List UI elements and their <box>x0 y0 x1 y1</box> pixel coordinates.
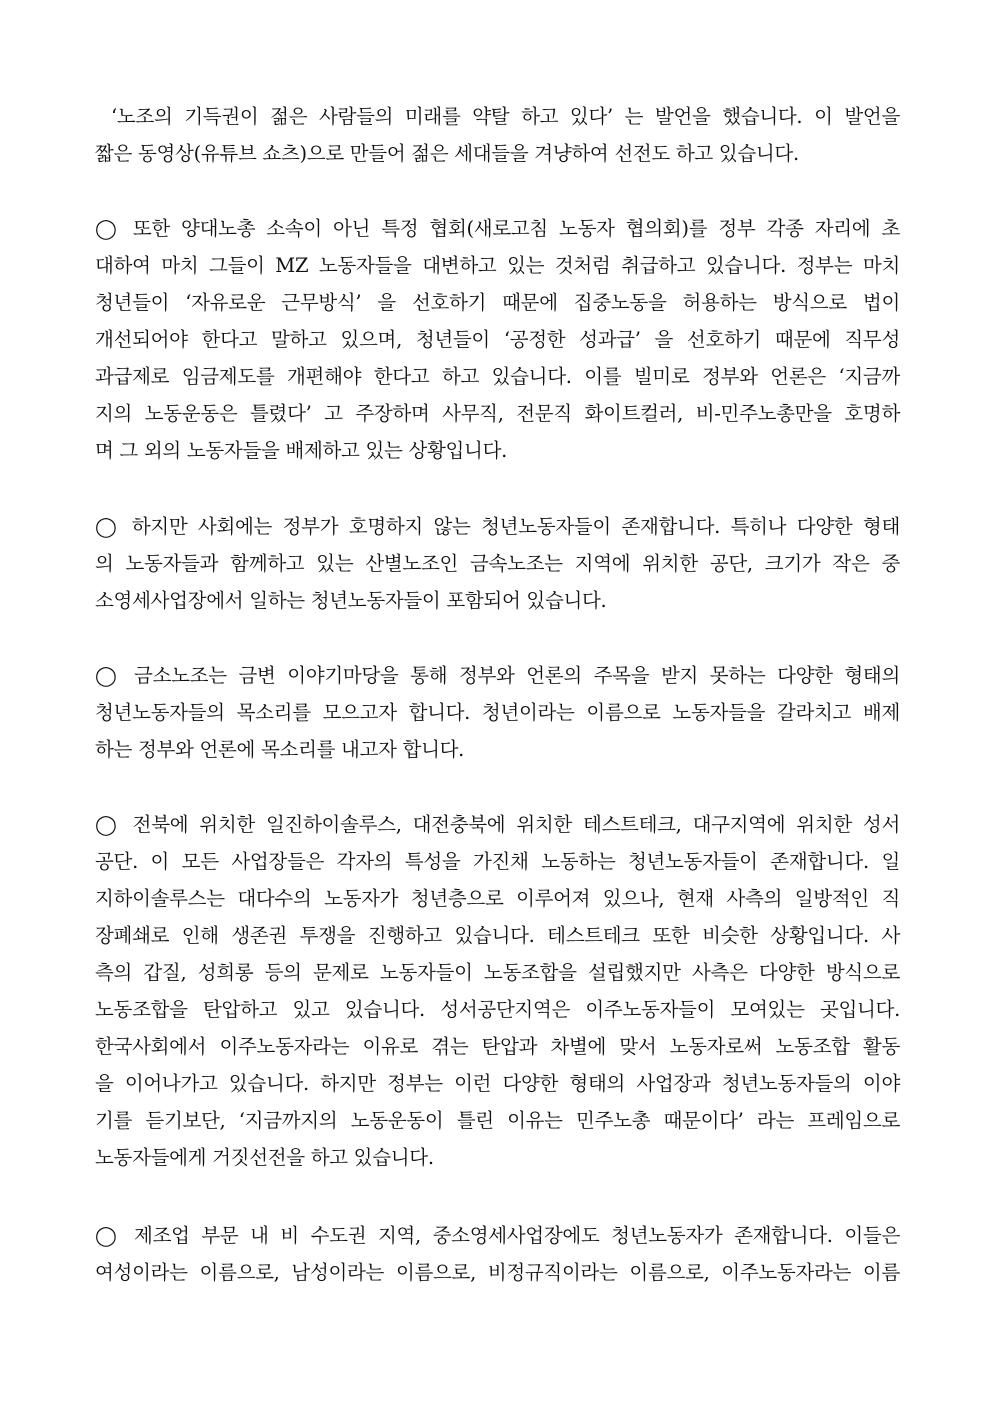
text-line: 지의 노동운동은 틀렸다’ 고 주장하며 사무직, 전문직 화이트컬러, 비-민주노총만을 호명하 <box>95 402 900 425</box>
paragraph-unnamed-youth-workers <box>95 508 900 619</box>
paragraph-intro <box>95 98 900 172</box>
text-line: 장폐쇄로 인해 생존권 투쟁을 진행하고 있습니다. 테스트테크 또한 비슷한 상황입니다. 사 <box>95 924 900 947</box>
text-line: 기를 듣기보단, ‘지금까지의 노동운동이 틀린 이유는 민주노총 때문이다’ 라는 프레임으로 <box>95 1109 900 1132</box>
text-line: 지하이솔루스는 대다수의 노동자가 청년층으로 이루어져 있으나, 현재 사측의 일방적인 직 <box>95 887 900 910</box>
text-line: 개선되어야 한다고 말하고 있으며, 청년들이 ‘공정한 성과급’ 을 선호하기 때문에 직무성 <box>95 328 900 351</box>
text-line: 며 그 외의 노동자들을 배제하고 있는 상황입니다. <box>95 439 508 462</box>
text-line: 측의 갑질, 성희롱 등의 문제로 노동자들이 노동조합을 설립했지만 사측은 다양한 방식으로 <box>95 961 900 984</box>
text-line: 청년노동자들의 목소리를 모으고자 합니다. 청년이라는 이름으로 노동자들을 갈라치고 배제 <box>95 701 900 724</box>
text-line: 노동조합을 탄압하고 있고 있습니다. 성서공단지역은 이주노동자들이 모여있는 곳입니다. <box>95 998 900 1021</box>
text-line: ◯ 또한 양대노총 소속이 아닌 특정 협회(새로고침 노동자 협의회)를 정부 각종 자리에 초 <box>95 217 900 240</box>
paragraph-workplaces <box>95 806 900 1176</box>
text-line: ◯ 금소노조는 금변 이야기마당을 통해 정부와 언론의 주목을 받지 못하는 다양한 형태의 <box>95 664 900 687</box>
text-line: 의 노동자들과 함께하고 있는 산별노조인 금속노조는 지역에 위치한 공단, 크기가 작은 중 <box>95 552 900 575</box>
text-line: 소영세사업장에서 일하는 청년노동자들이 포함되어 있습니다. <box>95 589 607 612</box>
paragraph-union-voices <box>95 657 900 768</box>
text-line: ‘노조의 기득권이 젊은 사람들의 미래를 약탈 하고 있다’ 는 발언을 했습니다. 이 발언을 <box>111 105 900 128</box>
text-line: 청년들이 ‘자유로운 근무방식’ 을 선호하기 때문에 집중노동을 허용하는 방식으로 법이 <box>95 291 900 314</box>
text-line: 과급제로 임금제도를 개편해야 한다고 하고 있습니다. 이를 빌미로 정부와 언론은 ‘지금까 <box>95 365 900 388</box>
text-line: ◯ 하지만 사회에는 정부가 호명하지 않는 청년노동자들이 존재합니다. 특히나 다양한 형태 <box>95 515 900 538</box>
text-line: 을 이어나가고 있습니다. 하지만 정부는 이런 다양한 형태의 사업장과 청년노동자들의 이야 <box>95 1072 900 1095</box>
text-line: 공단. 이 모든 사업장들은 각자의 특성을 가진채 노동하는 청년노동자들이 존재합니다. 일 <box>95 850 900 873</box>
text-line: 한국사회에서 이주노동자라는 이유로 겪는 탄압과 차별에 맞서 노동자로써 노동조합 활동 <box>95 1035 900 1058</box>
text-line: 여성이라는 이름으로, 남성이라는 이름으로, 비정규직이라는 이름으로, 이주노동자라는 이름 <box>95 1261 900 1284</box>
paragraph-specific-association <box>95 210 900 469</box>
text-line: 노동자들에게 거짓선전을 하고 있습니다. <box>95 1146 434 1169</box>
paragraph-manufacturing <box>95 1217 900 1291</box>
text-line: 짧은 동영상(유튜브 쇼츠)으로 만들어 젊은 세대들을 겨냥하여 선전도 하고 있습니다. <box>95 142 799 165</box>
text-line: 대하여 마치 그들이 MZ 노동자들을 대변하고 있는 것처럼 취급하고 있습니다. 정부는 마치 <box>95 254 900 277</box>
text-line: ◯ 제조업 부문 내 비 수도권 지역, 중소영세사업장에도 청년노동자가 존재합니다. 이들은 <box>95 1224 900 1247</box>
text-line: 하는 정부와 언론에 목소리를 내고자 합니다. <box>95 738 465 761</box>
text-line: ◯ 전북에 위치한 일진하이솔루스, 대전충북에 위치한 테스트테크, 대구지역에 위치한 성서 <box>95 813 900 836</box>
